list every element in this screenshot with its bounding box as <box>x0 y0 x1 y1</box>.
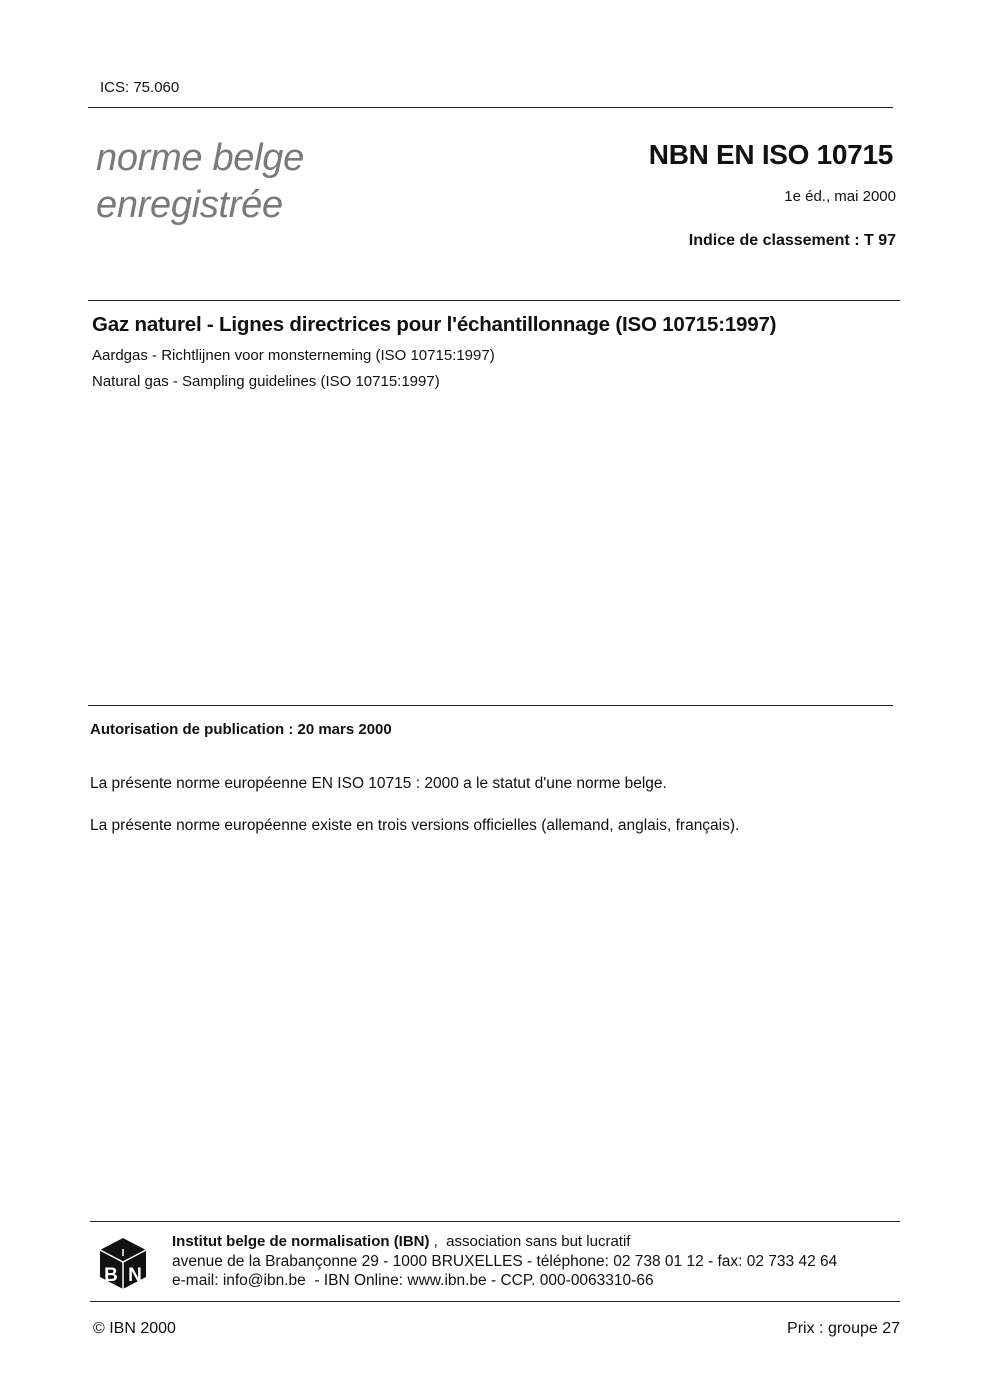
ibn-logo <box>98 1236 148 1291</box>
institute-line <box>172 1234 630 1249</box>
header-rule <box>88 107 893 108</box>
classification-index: Indice de classement : T 97 <box>688 232 896 249</box>
institute-description: , association sans but lucratif <box>429 1233 631 1250</box>
brand-line-1: norme belge <box>96 137 304 179</box>
title-english: Natural gas - Sampling guidelines (ISO 10715:1997) <box>92 373 440 390</box>
versions-paragraph: La présente norme européenne existe en trois versions officielles (allemand, anglais, français). <box>90 817 740 834</box>
institute-address: avenue de la Brabançonne 29 - 1000 BRUXELLES - téléphone: 02 738 01 12 - fax: 02 733 42 64 <box>172 1253 838 1270</box>
copyright: © IBN 2000 <box>93 1320 176 1337</box>
title-rule <box>88 300 900 301</box>
price-group: Prix : groupe 27 <box>787 1320 900 1337</box>
footer-top-rule <box>90 1221 900 1222</box>
footer-bottom-rule <box>90 1301 900 1302</box>
institute-contact: e-mail: info@ibn.be - IBN Online: www.ibn.be - CCP. 000-0063310-66 <box>172 1272 654 1289</box>
logo-letter-b: B <box>104 1265 118 1286</box>
edition-date: 1e éd., mai 2000 <box>784 188 896 205</box>
ics-code: ICS: 75.060 <box>100 79 180 96</box>
institute-name: Institut belge de normalisation (IBN) <box>172 1233 430 1250</box>
publication-rule <box>88 705 893 706</box>
publication-authorisation: Autorisation de publication : 20 mars 2000 <box>90 721 392 738</box>
logo-letter-i: I <box>121 1248 125 1259</box>
title-dutch: Aardgas - Richtlijnen voor monsterneming (ISO 10715:1997) <box>92 347 495 364</box>
standard-code: NBN EN ISO 10715 <box>648 139 893 170</box>
status-paragraph: La présente norme européenne EN ISO 10715 : 2000 a le statut d'une norme belge. <box>90 775 667 792</box>
title-french: Gaz naturel - Lignes directrices pour l'échantillonnage (ISO 10715:1997) <box>92 313 777 336</box>
brand-line-2: enregistrée <box>96 184 283 226</box>
logo-letter-n: N <box>128 1265 142 1286</box>
